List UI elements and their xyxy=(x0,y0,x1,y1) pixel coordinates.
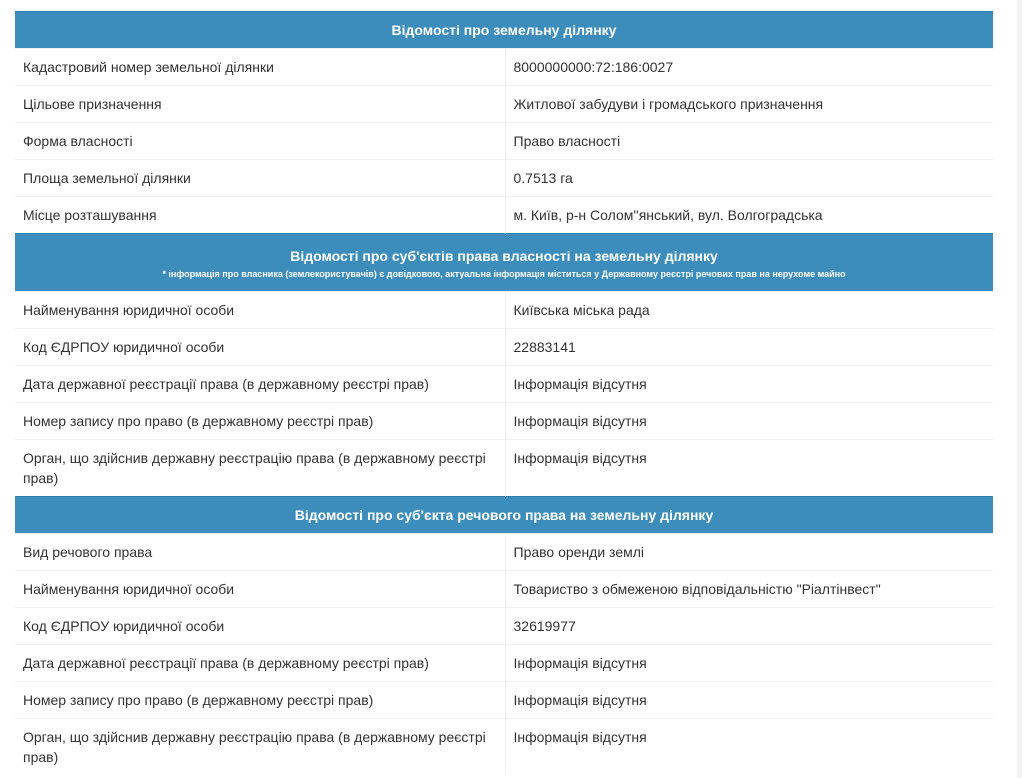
row-value: Інформація відсутня xyxy=(505,440,993,497)
table-row xyxy=(15,49,993,86)
table-row xyxy=(15,534,993,571)
section-title-property-rights: Відомості про суб'єкта речового права на земельну ділянку xyxy=(15,497,993,534)
row-value: Товариство з обмеженою відповідальністю "Ріалтінвест" xyxy=(505,571,993,608)
land-plot-info-table xyxy=(15,11,993,775)
table-row xyxy=(15,86,993,123)
section-note: * інформація про власника (землекористувачів) є довідковою, актуальна інформація міститься у Державному реєстрі речових прав на нерухоме майно xyxy=(162,269,846,279)
row-value: Інформація відсутня xyxy=(505,645,993,682)
table-row xyxy=(15,608,993,645)
row-label: Площа земельної ділянки xyxy=(15,160,505,197)
row-value: м. Київ, р-н Солом''янський, вул. Волгоградська xyxy=(505,197,993,234)
row-label: Номер запису про право (в державному реєстрі прав) xyxy=(15,403,505,440)
row-value: Інформація відсутня xyxy=(505,682,993,719)
table-row xyxy=(15,292,993,329)
table-row xyxy=(15,160,993,197)
row-label: Орган, що здійснив державну реєстрацію права (в державному реєстрі прав) xyxy=(15,440,505,497)
row-value: Право оренди землі xyxy=(505,534,993,571)
section-header-owners xyxy=(15,234,993,292)
row-label: Найменування юридичної особи xyxy=(15,571,505,608)
land-plot-info xyxy=(15,11,993,775)
table-row xyxy=(15,197,993,234)
row-value: 0.7513 га xyxy=(505,160,993,197)
row-value: Інформація відсутня xyxy=(505,403,993,440)
page-right-edge xyxy=(1017,0,1022,778)
table-row xyxy=(15,440,993,497)
table-row xyxy=(15,366,993,403)
row-value: Право власності xyxy=(505,123,993,160)
row-value: Житлової забудуви і громадського призначення xyxy=(505,86,993,123)
table-row xyxy=(15,571,993,608)
row-label: Орган, що здійснив державну реєстрацію права (в державному реєстрі прав) xyxy=(15,719,505,776)
section-header-row xyxy=(15,497,993,534)
row-label: Кадастровий номер земельної ділянки xyxy=(15,49,505,86)
table-row xyxy=(15,329,993,366)
row-label: Найменування юридичної особи xyxy=(15,292,505,329)
row-value: Київська міська рада xyxy=(505,292,993,329)
table-row xyxy=(15,403,993,440)
row-value: Інформація відсутня xyxy=(505,719,993,776)
row-label: Номер запису про право (в державному реєстрі прав) xyxy=(15,682,505,719)
row-value: Інформація відсутня xyxy=(505,366,993,403)
section-title-owners: Відомості про суб'єктів права власності на земельну ділянку xyxy=(290,248,718,264)
section-title-land-plot: Відомості про земельну ділянку xyxy=(15,12,993,49)
row-label: Дата державної реєстрації права (в державному реєстрі прав) xyxy=(15,366,505,403)
table-row xyxy=(15,719,993,776)
row-label: Місце розташування xyxy=(15,197,505,234)
row-label: Цільове призначення xyxy=(15,86,505,123)
row-value: 22883141 xyxy=(505,329,993,366)
row-label: Дата державної реєстрації права (в державному реєстрі прав) xyxy=(15,645,505,682)
table-row xyxy=(15,123,993,160)
row-label: Форма власності xyxy=(15,123,505,160)
row-value: 32619977 xyxy=(505,608,993,645)
section-header-row xyxy=(15,234,993,292)
table-row xyxy=(15,645,993,682)
table-row xyxy=(15,682,993,719)
row-label: Код ЄДРПОУ юридичної особи xyxy=(15,608,505,645)
row-label: Код ЄДРПОУ юридичної особи xyxy=(15,329,505,366)
section-header-row xyxy=(15,12,993,49)
row-label: Вид речового права xyxy=(15,534,505,571)
row-value: 8000000000:72:186:0027 xyxy=(505,49,993,86)
